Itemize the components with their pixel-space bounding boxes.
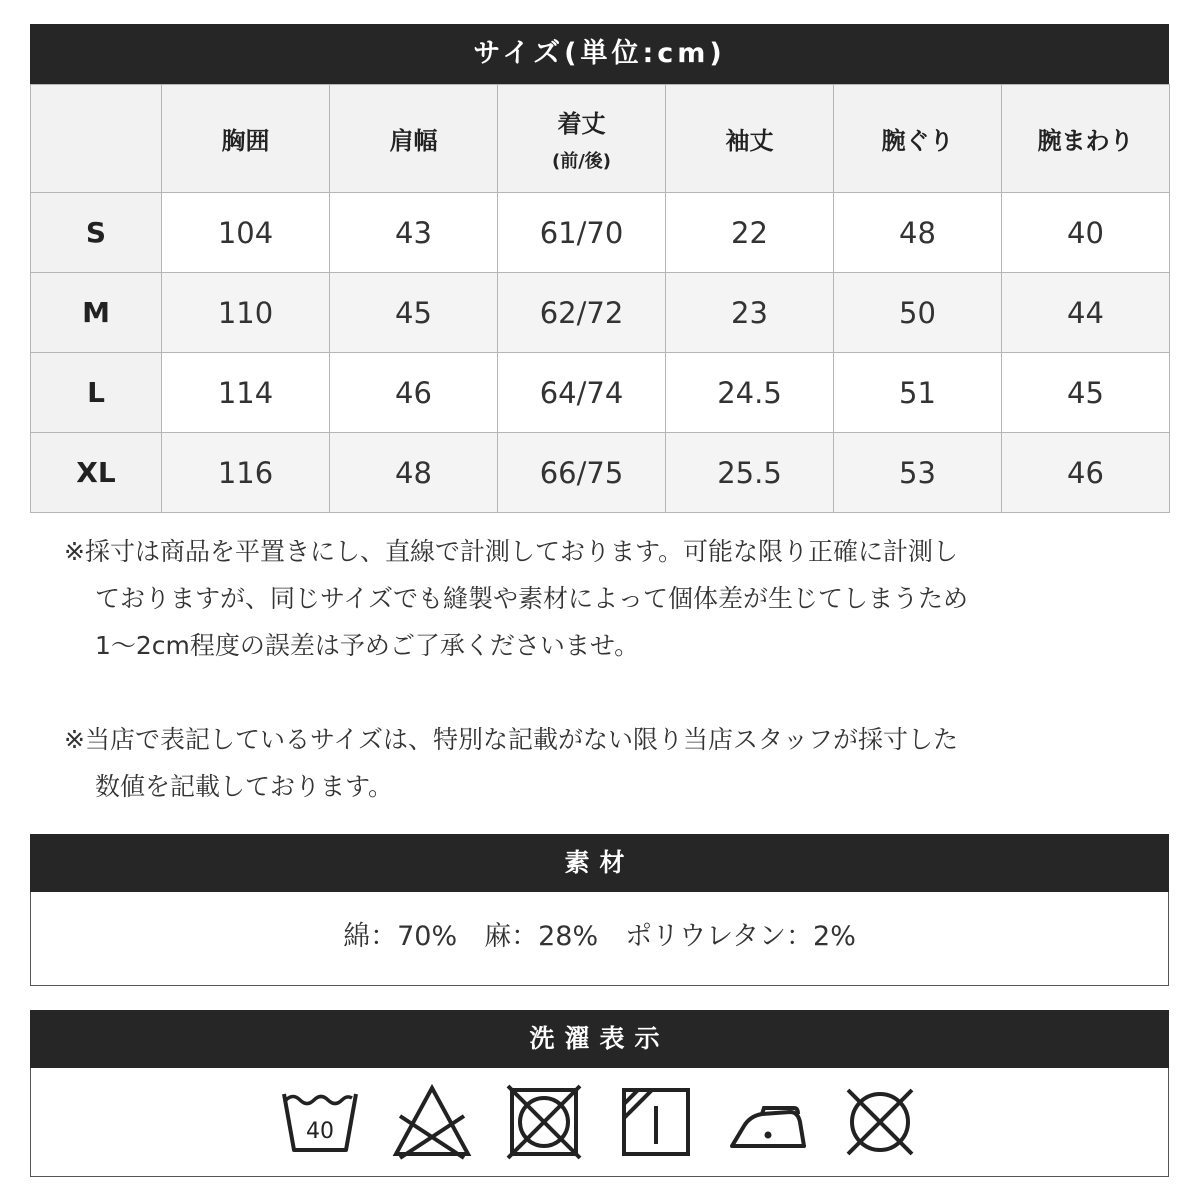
- table-cell: 104: [162, 193, 330, 273]
- table-cell: 66/75: [498, 433, 666, 513]
- table-cell: 51: [834, 353, 1002, 433]
- table-cell: 64/74: [498, 353, 666, 433]
- header-armhole: [834, 85, 1002, 193]
- wash-40-icon: [280, 1082, 360, 1162]
- material-section-title: 素材: [30, 834, 1169, 892]
- table-cell: 25.5: [666, 433, 834, 513]
- table-row: [31, 433, 1170, 513]
- size-label: XL: [31, 433, 162, 513]
- table-cell: 114: [162, 353, 330, 433]
- table-cell: 46: [1002, 433, 1170, 513]
- header-label: 腕まわり: [1037, 127, 1134, 155]
- header-label: 肩幅: [389, 127, 438, 155]
- size-table: [30, 84, 1170, 513]
- table-cell: 46: [330, 353, 498, 433]
- note-line: 1～2cm程度の誤差は予めご了承くださいませ。: [95, 631, 640, 660]
- size-section-title: サイズ(単位:cm): [30, 24, 1169, 84]
- wash-temperature: 40: [305, 1119, 334, 1144]
- table-cell: 48: [330, 433, 498, 513]
- table-cell: 43: [330, 193, 498, 273]
- material-box: [30, 892, 1169, 986]
- header-label: 袖丈: [725, 127, 774, 155]
- table-cell: 48: [834, 193, 1002, 273]
- note-line: ※採寸は商品を平置きにし、直線で計測しております。可能な限り正確に計測し: [64, 537, 958, 566]
- table-cell: 50: [834, 273, 1002, 353]
- header-label: 胸囲: [221, 127, 270, 155]
- header-chest: [162, 85, 330, 193]
- table-cell: 22: [666, 193, 834, 273]
- header-arm-circumference: [1002, 85, 1170, 193]
- size-label: S: [31, 193, 162, 273]
- table-cell: 24.5: [666, 353, 834, 433]
- iron-low-icon: [728, 1082, 808, 1162]
- header-length-sub: (前/後): [551, 151, 612, 172]
- header-label: 着丈: [557, 110, 606, 138]
- table-cell: 116: [162, 433, 330, 513]
- table-row: [31, 353, 1170, 433]
- table-cell: 110: [162, 273, 330, 353]
- table-cell: 53: [834, 433, 1002, 513]
- care-box: [30, 1068, 1169, 1177]
- no-dry-clean-icon: [840, 1082, 920, 1162]
- header-label: 腕ぐり: [881, 127, 954, 155]
- care-icons: [31, 1082, 1168, 1162]
- no-bleach-icon: [392, 1082, 472, 1162]
- size-label: L: [31, 353, 162, 433]
- header-length: [498, 85, 666, 193]
- table-cell: 45: [330, 273, 498, 353]
- size-note: [64, 716, 1154, 810]
- table-row: [31, 273, 1170, 353]
- header-shoulder: [330, 85, 498, 193]
- no-tumble-dry-icon: [504, 1082, 584, 1162]
- table-row: [31, 193, 1170, 273]
- table-cell: 40: [1002, 193, 1170, 273]
- material-composition: 綿：70% 麻：28% ポリウレタン：2%: [343, 921, 856, 952]
- note-line: ※当店で表記しているサイズは、特別な記載がない限り当店スタッフが採寸した: [64, 725, 958, 754]
- line-dry-shade-icon: [616, 1082, 696, 1162]
- table-cell: 61/70: [498, 193, 666, 273]
- note-line: ておりますが、同じサイズでも縫製や素材によって個体差が生じてしまうため: [95, 584, 969, 613]
- size-table-header-row: [31, 85, 1170, 193]
- table-cell: 62/72: [498, 273, 666, 353]
- size-table-corner: [31, 85, 162, 193]
- table-cell: 44: [1002, 273, 1170, 353]
- measurement-note: [64, 528, 1154, 669]
- table-cell: 45: [1002, 353, 1170, 433]
- size-label: M: [31, 273, 162, 353]
- table-cell: 23: [666, 273, 834, 353]
- header-sleeve: [666, 85, 834, 193]
- care-section-title: 洗濯表示: [30, 1010, 1169, 1068]
- note-line: 数値を記載しております。: [95, 772, 394, 801]
